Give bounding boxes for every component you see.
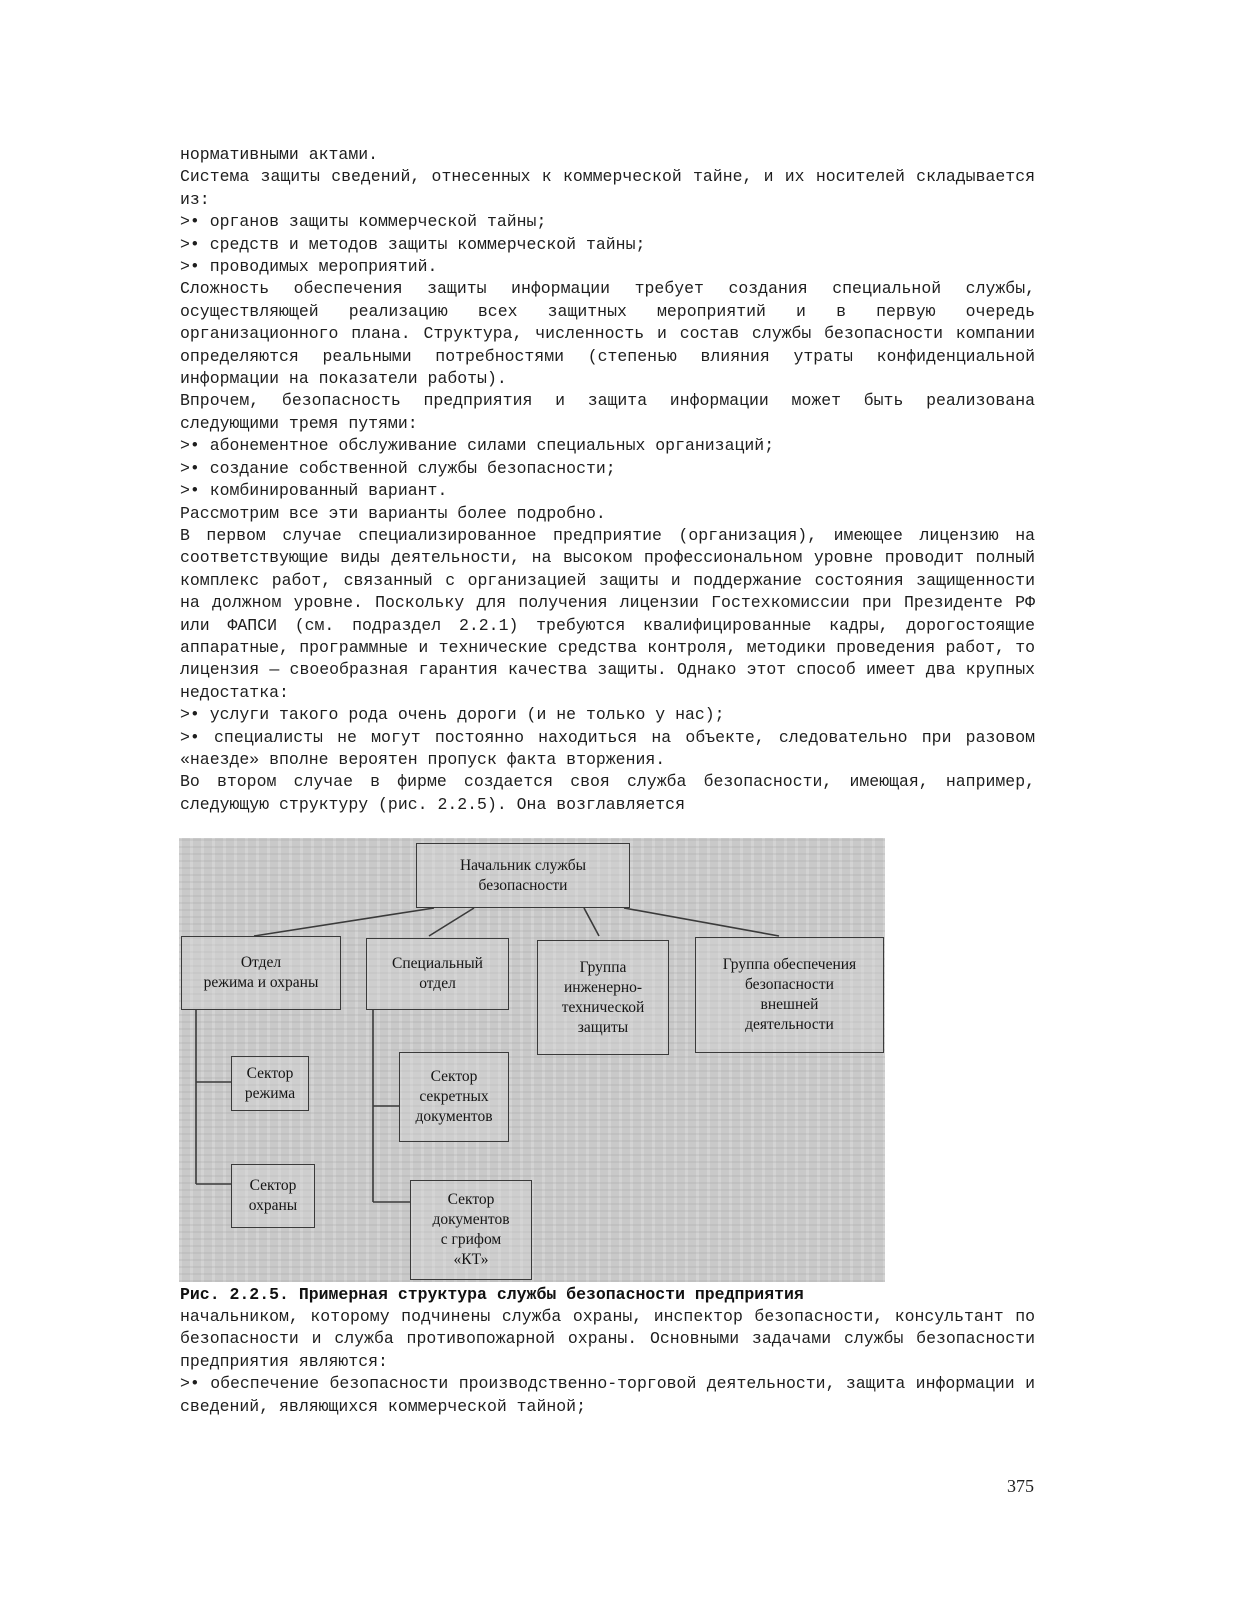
node-sector-secret-documents: Сектор секретных документов [399, 1052, 509, 1142]
node-sector-kt-documents: Сектор документов с грифом «КТ» [410, 1180, 532, 1280]
connector-line [624, 908, 779, 936]
connector-line [429, 908, 474, 936]
paragraph: Система защиты сведений, отнесенных к коммерческой тайне, и их носителей складывается из: [180, 167, 1035, 209]
body-text-top [180, 144, 1035, 816]
page-number: 375 [1007, 1476, 1034, 1496]
org-structure-diagram [179, 838, 885, 1282]
node-head-of-security: Начальник службы безопасности [416, 843, 630, 908]
list-item: >• проводимых мероприятий. [180, 257, 438, 277]
node-sector-regime: Сектор режима [231, 1056, 309, 1111]
paragraph: Во втором случае в фирме создается своя служба безопасности, имеющая, например, следующую структуру (рис. 2.2.5). Она возглавляется [180, 772, 1035, 814]
list-item: >• обеспечение безопасности производственно-торговой деятельности, защита информации и сведений, являющихся коммерческой тайной; [180, 1374, 1035, 1416]
node-special-department: Специальный отдел [366, 938, 509, 1010]
list-item: >• органов защиты коммерческой тайны; [180, 212, 547, 232]
paragraph: Сложность обеспечения защиты информации требует создания специальной службы, осуществляющей реализацию всех защитных мероприятий и в первую очередь организационного плана. Структура, численность и состав службы безопасности компании определяются реальными потребностями (степенью влияния утраты конфиденциальной информации на показатели работы). [180, 279, 1035, 389]
list-item: >• создание собственной службы безопасности; [180, 458, 616, 478]
list-item: >• комбинированный вариант. [180, 481, 448, 501]
list-item: >• специалисты не могут постоянно находиться на объекте, следовательно при разовом «наезде» вполне вероятен пропуск факта вторжения. [180, 727, 1035, 769]
paragraph: Рассмотрим все эти варианты более подробно. [180, 503, 606, 523]
list-item: >• услуги такого рода очень дороги (и не только у нас); [180, 705, 725, 725]
connector-line [254, 908, 434, 936]
paragraph: Впрочем, безопасность предприятия и защита информации может быть реализована следующими тремя путями: [180, 391, 1035, 433]
node-regime-guard-department: Отдел режима и охраны [181, 936, 341, 1010]
list-item: >• абонементное обслуживание силами специальных организаций; [180, 436, 775, 456]
paragraph: нормативными актами. [180, 145, 379, 164]
node-sector-guard: Сектор охраны [231, 1164, 315, 1228]
paragraph: В первом случае специализированное предприятие (организация), имеющее лицензию на соответствующие виды деятельности, на высоком профессиональном уровне проводит полный комплекс работ, связанный с организацией защиты и поддержание состояния защищенности на должном уровне. Поскольку для получения лицензии Гостехкомиссии при Президенте РФ или ФАПСИ (см. подраздел 2.2.1) требуются квалифицированные кадры, дорогостоящие аппаратные, программные и технические средства контроля, методики проведения работ, то лицензия — своеобразная гарантия качества защиты. Однако этот способ имеет два крупных недостатка: [180, 525, 1035, 702]
node-external-activity-group: Группа обеспечения безопасности внешней деятельности [695, 937, 884, 1053]
paragraph: начальником, которому подчинены служба охраны, инспектор безопасности, консультант по безопасности и служба противопожарной охраны. Основными задачами службы безопасности предприятия являются: [180, 1307, 1035, 1371]
connector-line [584, 908, 599, 936]
figure-caption: Рис. 2.2.5. Примерная структура службы безопасности предприятия [180, 1285, 804, 1304]
node-engineering-group: Группа инженерно- технической защиты [537, 940, 669, 1055]
list-item: >• средств и методов защиты коммерческой тайны; [180, 234, 646, 254]
body-text-bottom [180, 1306, 1035, 1418]
